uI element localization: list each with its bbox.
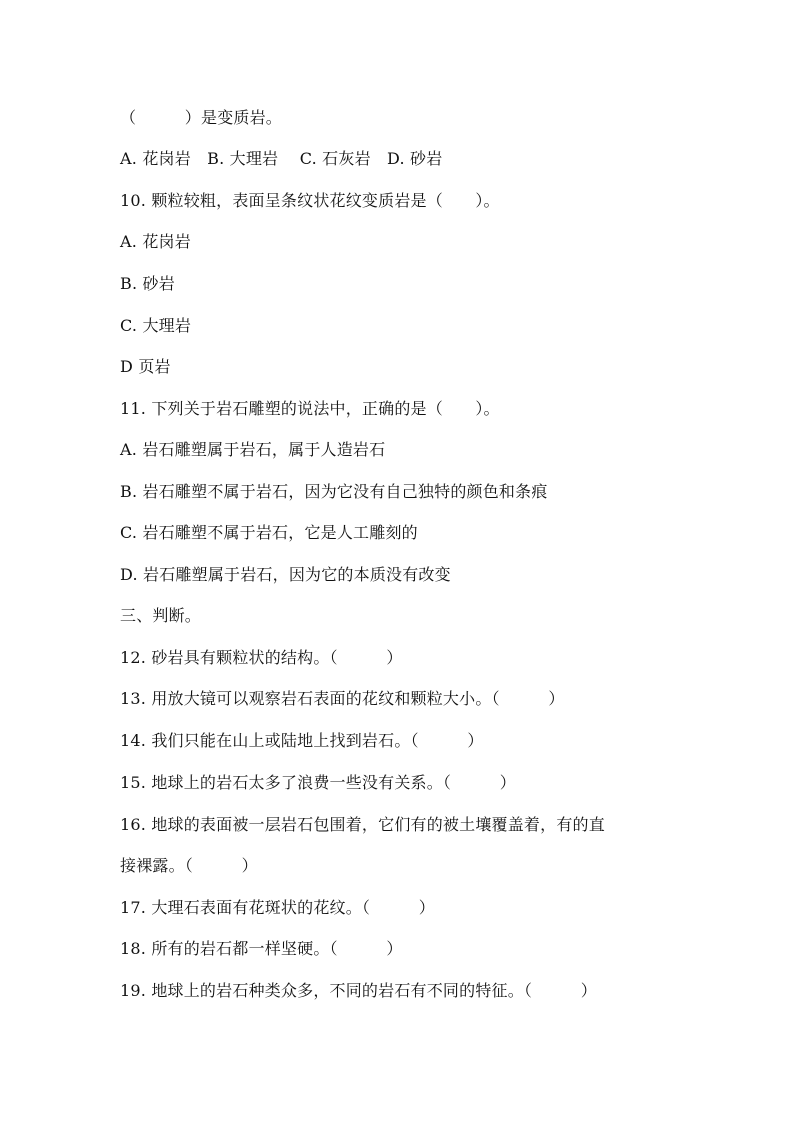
question-11-option-b: B. 岩石雕塑不属于岩石，因为它没有自己独特的颜色和条痕 [120,482,548,501]
section-heading-judgement: 三、判断。 [120,606,202,625]
question-10-option-d: D 页岩 [120,357,171,376]
question-15: 15. 地球上的岩石太多了浪费一些没有关系。（ ） [120,773,516,792]
question-11-stem: 11. 下列关于岩石雕塑的说法中，正确的是（ ）。 [120,399,500,418]
question-10-option-a: A. 花岗岩 [120,232,191,251]
question-13: 13. 用放大镜可以观察岩石表面的花纹和颗粒大小。（ ） [120,689,565,708]
question-10-option-b: B. 砂岩 [120,274,175,293]
question-11-option-a: A. 岩石雕塑属于岩石，属于人造岩石 [120,440,386,459]
question-9-options: A. 花岗岩 B. 大理岩 C. 石灰岩 D. 砂岩 [120,149,443,168]
question-10-option-c: C. 大理岩 [120,316,192,335]
question-16-line-2: 接裸露。（ ） [120,856,258,875]
question-11-option-d: D. 岩石雕塑属于岩石，因为它的本质没有改变 [120,565,451,584]
question-14: 14. 我们只能在山上或陆地上找到岩石。（ ） [120,731,484,750]
question-12: 12. 砂岩具有颗粒状的结构。（ ） [120,648,403,667]
question-11-option-c: C. 岩石雕塑不属于岩石，它是人工雕刻的 [120,523,418,542]
question-19: 19. 地球上的岩石种类众多，不同的岩石有不同的特征。（ ） [120,981,597,1000]
question-17: 17. 大理石表面有花斑状的花纹。（ ） [120,898,435,917]
question-16-line-1: 16. 地球的表面被一层岩石包围着，它们有的被土壤覆盖着，有的直 [120,815,605,834]
question-18: 18. 所有的岩石都一样坚硬。（ ） [120,939,403,958]
question-9-stem: （ ）是变质岩。 [120,108,283,127]
question-10-stem: 10. 颗粒较粗，表面呈条纹状花纹变质岩是（ ）。 [120,191,500,210]
